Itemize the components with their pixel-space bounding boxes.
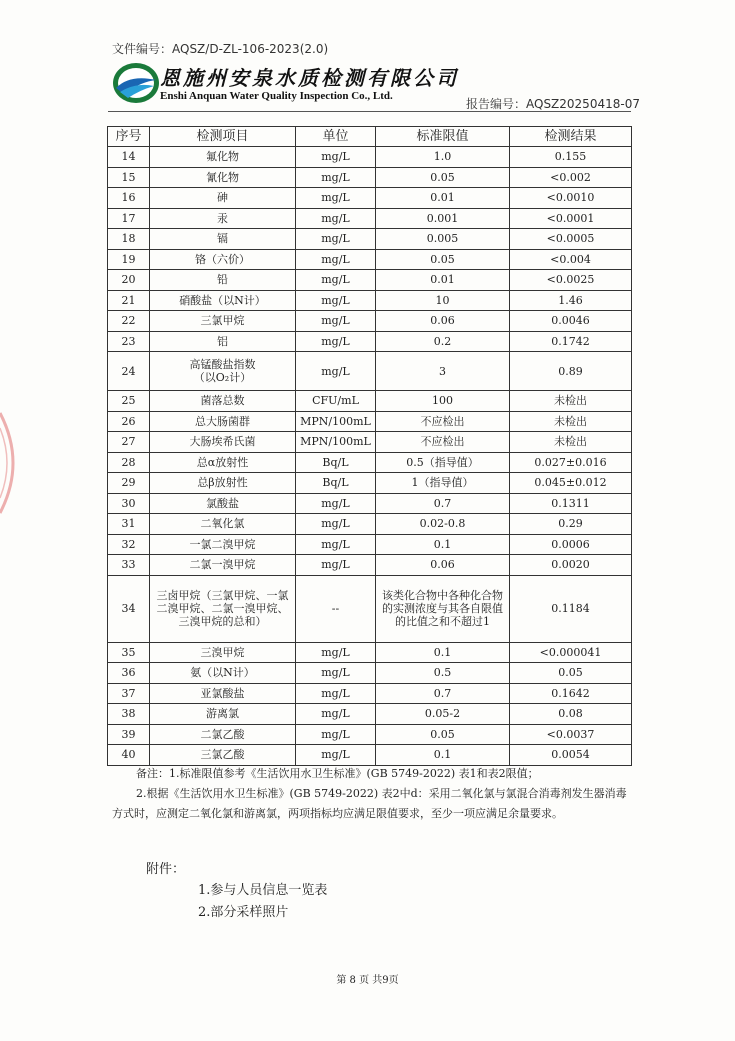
cell-no: 22	[108, 311, 150, 332]
cell-item: 汞	[150, 208, 296, 229]
table-row	[108, 229, 632, 250]
attachment-item: 2.部分采样照片	[198, 905, 289, 920]
cell-item: 亚氯酸盐	[150, 683, 296, 704]
cell-limit: 0.2	[376, 331, 510, 352]
cell-no: 17	[108, 208, 150, 229]
table-row	[108, 473, 632, 494]
cell-unit: mg/L	[296, 642, 376, 663]
table-row	[108, 270, 632, 291]
cell-item: 菌落总数	[150, 391, 296, 412]
col-header-result: 检测结果	[510, 127, 632, 147]
cell-result: 未检出	[510, 432, 632, 453]
table-row	[108, 555, 632, 576]
cell-limit: 不应检出	[376, 432, 510, 453]
cell-no: 26	[108, 411, 150, 432]
cell-no: 16	[108, 188, 150, 209]
table-row	[108, 167, 632, 188]
table-body	[108, 147, 632, 766]
table-row	[108, 208, 632, 229]
report-number: 报告编号：AQSZ20250418-07	[466, 97, 640, 111]
table-row	[108, 683, 632, 704]
cell-no: 39	[108, 724, 150, 745]
cell-result: 0.05	[510, 663, 632, 684]
cell-limit: 0.05	[376, 724, 510, 745]
cell-unit: mg/L	[296, 147, 376, 168]
cell-no: 14	[108, 147, 150, 168]
table-row	[108, 642, 632, 663]
cell-limit: 0.7	[376, 493, 510, 514]
table-row	[108, 663, 632, 684]
cell-item: 总大肠菌群	[150, 411, 296, 432]
cell-item: 二氯乙酸	[150, 724, 296, 745]
table-row	[108, 534, 632, 555]
note-line-1: 备注：1.标准限值参考《生活饮用水卫生标准》(GB 5749-2022) 表1和表2限值；	[136, 767, 539, 780]
cell-limit: 0.05	[376, 249, 510, 270]
cell-no: 15	[108, 167, 150, 188]
cell-unit: MPN/100mL	[296, 411, 376, 432]
cell-limit: 0.06	[376, 311, 510, 332]
cell-unit: mg/L	[296, 229, 376, 250]
cell-limit: 0.02-0.8	[376, 514, 510, 535]
table-row	[108, 704, 632, 725]
table-row	[108, 188, 632, 209]
cell-item: 三溴甲烷	[150, 642, 296, 663]
cell-no: 23	[108, 331, 150, 352]
cell-result: 0.155	[510, 147, 632, 168]
cell-unit: mg/L	[296, 270, 376, 291]
cell-result: 0.1742	[510, 331, 632, 352]
results-table	[107, 126, 632, 766]
cell-no: 24	[108, 352, 150, 391]
cell-result: 0.0020	[510, 555, 632, 576]
cell-item: 铝	[150, 331, 296, 352]
cell-unit: mg/L	[296, 352, 376, 391]
cell-unit: mg/L	[296, 514, 376, 535]
cell-result: <0.0037	[510, 724, 632, 745]
cell-no: 32	[108, 534, 150, 555]
table-row	[108, 575, 632, 642]
cell-item: 二氯一溴甲烷	[150, 555, 296, 576]
cell-no: 28	[108, 452, 150, 473]
cell-unit: CFU/mL	[296, 391, 376, 412]
cell-item: 铅	[150, 270, 296, 291]
cell-result: 0.045±0.012	[510, 473, 632, 494]
cell-item-line: 高锰酸盐指数	[189, 358, 256, 371]
cell-item: 二氧化氯	[150, 514, 296, 535]
col-header-no: 序号	[108, 127, 150, 147]
cell-limit: 0.7	[376, 683, 510, 704]
cell-item: 三氯甲烷	[150, 311, 296, 332]
cell-item: 镉	[150, 229, 296, 250]
cell-item: 总α放射性	[150, 452, 296, 473]
cell-limit: 0.1	[376, 534, 510, 555]
cell-result: <0.0005	[510, 229, 632, 250]
cell-item: 游离氯	[150, 704, 296, 725]
cell-unit: mg/L	[296, 249, 376, 270]
cell-limit: 0.5（指导值）	[376, 452, 510, 473]
cell-limit: 10	[376, 290, 510, 311]
cell-result: 未检出	[510, 391, 632, 412]
seal-stamp-icon	[0, 408, 28, 518]
cell-item: 砷	[150, 188, 296, 209]
cell-no: 33	[108, 555, 150, 576]
cell-item: 三氯乙酸	[150, 745, 296, 766]
table-row	[108, 493, 632, 514]
cell-item: 氯酸盐	[150, 493, 296, 514]
cell-unit: mg/L	[296, 290, 376, 311]
cell-item	[150, 352, 296, 391]
cell-result: 0.1311	[510, 493, 632, 514]
cell-result: 0.1642	[510, 683, 632, 704]
table-header-row	[108, 127, 632, 147]
table-row	[108, 147, 632, 168]
cell-no: 37	[108, 683, 150, 704]
cell-unit: mg/L	[296, 167, 376, 188]
cell-no: 25	[108, 391, 150, 412]
cell-unit: mg/L	[296, 188, 376, 209]
header-divider	[108, 111, 631, 112]
cell-limit: 0.01	[376, 188, 510, 209]
cell-unit: mg/L	[296, 683, 376, 704]
table-row	[108, 452, 632, 473]
table-row	[108, 352, 632, 391]
page-footer: 第 8 页 共9页	[336, 975, 399, 986]
cell-result: 1.46	[510, 290, 632, 311]
table-row	[108, 331, 632, 352]
cell-limit: 0.5	[376, 663, 510, 684]
cell-result: <0.002	[510, 167, 632, 188]
col-header-item: 检测项目	[150, 127, 296, 147]
cell-unit: Bq/L	[296, 473, 376, 494]
note-line-2: 2.根据《生活饮用水卫生标准》(GB 5749-2022) 表2中d：采用二氧化氯与氯混合消毒剂发生器消毒方式时，应测定二氧化氯和游离氯，两项指标均应满足限值要求，至少一项应满足余量要求。	[112, 787, 627, 820]
cell-unit: mg/L	[296, 663, 376, 684]
cell-limit: 1.0	[376, 147, 510, 168]
cell-unit: --	[296, 575, 376, 642]
cell-no: 36	[108, 663, 150, 684]
cell-limit: 0.05-2	[376, 704, 510, 725]
cell-no: 19	[108, 249, 150, 270]
cell-no: 18	[108, 229, 150, 250]
cell-unit: MPN/100mL	[296, 432, 376, 453]
cell-item: 氟化物	[150, 147, 296, 168]
company-name-en: Enshi Anquan Water Quality Inspection Co., Ltd.	[160, 90, 393, 102]
cell-limit: 0.05	[376, 167, 510, 188]
table-row	[108, 745, 632, 766]
cell-no: 29	[108, 473, 150, 494]
cell-item: 三卤甲烷（三氯甲烷、一氯二溴甲烷、二氯一溴甲烷、三溴甲烷的总和）	[150, 575, 296, 642]
cell-limit: 0.01	[376, 270, 510, 291]
cell-unit: mg/L	[296, 745, 376, 766]
cell-no: 20	[108, 270, 150, 291]
table-row	[108, 391, 632, 412]
cell-limit: 不应检出	[376, 411, 510, 432]
table-row	[108, 724, 632, 745]
cell-limit: 100	[376, 391, 510, 412]
cell-result: 0.0006	[510, 534, 632, 555]
table-row	[108, 514, 632, 535]
cell-no: 35	[108, 642, 150, 663]
cell-result: 0.89	[510, 352, 632, 391]
cell-result: 0.0054	[510, 745, 632, 766]
cell-no: 40	[108, 745, 150, 766]
col-header-unit: 单位	[296, 127, 376, 147]
cell-limit: 0.06	[376, 555, 510, 576]
table-row	[108, 311, 632, 332]
cell-item: 大肠埃希氏菌	[150, 432, 296, 453]
cell-no: 31	[108, 514, 150, 535]
cell-item: 铬（六价）	[150, 249, 296, 270]
company-name-cn: 恩施州安泉水质检测有限公司	[160, 66, 459, 90]
cell-result: 未检出	[510, 411, 632, 432]
cell-unit: mg/L	[296, 311, 376, 332]
cell-result: 0.1184	[510, 575, 632, 642]
cell-item-line: （以O₂计）	[193, 371, 252, 384]
cell-item: 一氯二溴甲烷	[150, 534, 296, 555]
cell-limit: 0.005	[376, 229, 510, 250]
cell-limit: 0.001	[376, 208, 510, 229]
cell-limit: 1（指导值）	[376, 473, 510, 494]
cell-limit: 3	[376, 352, 510, 391]
cell-result: 0.027±0.016	[510, 452, 632, 473]
table-row	[108, 290, 632, 311]
cell-result: 0.08	[510, 704, 632, 725]
attachment-item: 1.参与人员信息一览表	[198, 883, 328, 898]
cell-no: 34	[108, 575, 150, 642]
cell-item: 硝酸盐（以N计）	[150, 290, 296, 311]
cell-unit: Bq/L	[296, 452, 376, 473]
attachments-title: 附件：	[146, 862, 186, 877]
cell-limit: 该类化合物中各种化合物的实测浓度与其各自限值的比值之和不超过1	[376, 575, 510, 642]
cell-unit: mg/L	[296, 555, 376, 576]
cell-result: <0.004	[510, 249, 632, 270]
cell-unit: mg/L	[296, 331, 376, 352]
notes	[112, 764, 632, 824]
col-header-limit: 标准限值	[376, 127, 510, 147]
cell-unit: mg/L	[296, 493, 376, 514]
cell-unit: mg/L	[296, 704, 376, 725]
cell-result: <0.000041	[510, 642, 632, 663]
cell-item: 氨（以N计）	[150, 663, 296, 684]
table-row	[108, 432, 632, 453]
cell-no: 21	[108, 290, 150, 311]
cell-unit: mg/L	[296, 534, 376, 555]
cell-result: 0.29	[510, 514, 632, 535]
table-row	[108, 411, 632, 432]
cell-no: 27	[108, 432, 150, 453]
cell-unit: mg/L	[296, 724, 376, 745]
table-row	[108, 249, 632, 270]
cell-result: 0.0046	[510, 311, 632, 332]
file-number: 文件编号：AQSZ/D-ZL-106-2023(2.0)	[112, 42, 329, 56]
cell-limit: 0.1	[376, 642, 510, 663]
cell-item: 氰化物	[150, 167, 296, 188]
cell-item: 总β放射性	[150, 473, 296, 494]
company-logo-icon	[110, 60, 162, 106]
cell-result: <0.0001	[510, 208, 632, 229]
cell-result: <0.0025	[510, 270, 632, 291]
cell-result: <0.0010	[510, 188, 632, 209]
cell-limit: 0.1	[376, 745, 510, 766]
cell-unit: mg/L	[296, 208, 376, 229]
cell-no: 38	[108, 704, 150, 725]
cell-no: 30	[108, 493, 150, 514]
